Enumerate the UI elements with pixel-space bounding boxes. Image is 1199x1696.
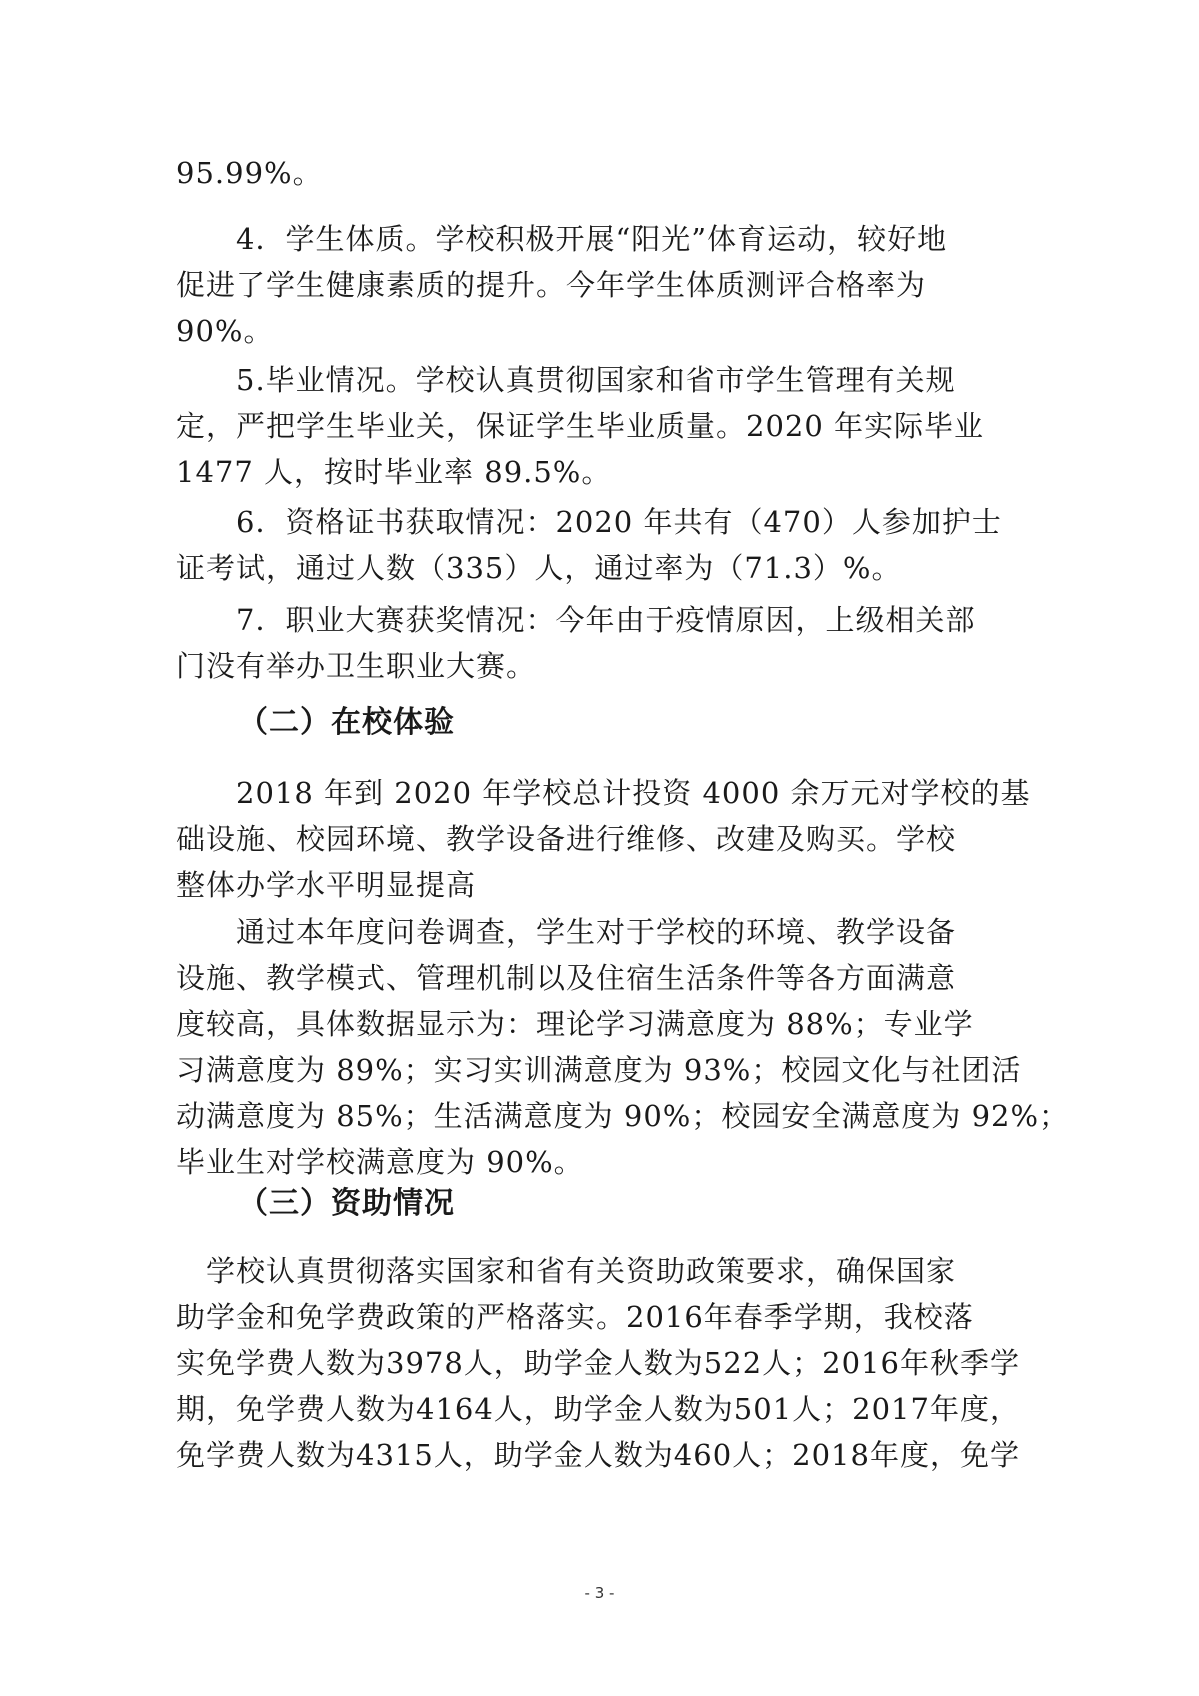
paragraph-satisfaction-survey [176,909,1070,1185]
paragraph-student-physique [176,216,1036,354]
text-line: 础设施、校园环境、教学设备进行维修、改建及购买。学校 [176,822,957,856]
text-line: 助学金和免学费政策的严格落实。2016年春季学期，我校落 [176,1300,974,1334]
section-heading-financial-aid: （三）资助情况 [238,1186,455,1221]
page-number: - 3 - [584,1584,615,1602]
text-line: 6．资格证书获取情况：2020 年共有（470）人参加护士 [176,505,1002,539]
section-heading-campus-experience: （二）在校体验 [238,705,455,740]
text-line: 动满意度为 85%；生活满意度为 90%；校园安全满意度为 92%； [176,1099,1070,1133]
text-line: 期，免学费人数为4164人，助学金人数为501人；2017年度， [176,1392,1020,1426]
text-line: 度较高，具体数据显示为：理论学习满意度为 88%；专业学 [176,1007,974,1041]
text-line: 实免学费人数为3978人，助学金人数为522人；2016年秋季学 [176,1346,1020,1380]
paragraph-competition [176,597,1036,689]
text-line: 学校认真贯彻落实国家和省有关资助政策要求，确保国家 [176,1254,957,1288]
paragraph-certificate [176,499,1036,591]
text-line: 设施、教学模式、管理机制以及住宿生活条件等各方面满意 [176,961,957,995]
text-line: 促进了学生健康素质的提升。今年学生体质测评合格率为 [176,268,927,302]
text-line: 习满意度为 89%；实习实训满意度为 93%；校园文化与社团活 [176,1053,1022,1087]
text-line: 7．职业大赛获奖情况：今年由于疫情原因，上级相关部 [176,603,976,637]
text-line: 整体办学水平明显提高 [176,868,477,902]
text-line: 门没有举办卫生职业大赛。 [176,649,537,683]
text-line: 4．学生体质。学校积极开展“阳光”体育运动，较好地 [176,222,948,256]
text-line: 证考试，通过人数（335）人，通过率为（71.3）%。 [176,551,902,585]
paragraph-financial-aid [176,1248,1036,1478]
text-line: 5.毕业情况。学校认真贯彻国家和省市学生管理有关规 [176,363,956,397]
text-line: 定，严把学生毕业关，保证学生毕业质量。2020 年实际毕业 [176,409,985,443]
text-line: 1477 人，按时毕业率 89.5%。 [176,455,612,489]
paragraph-investment [176,770,1036,908]
text-line: 90%。 [176,314,274,348]
text-line: 免学费人数为4315人，助学金人数为460人；2018年度，免学 [176,1438,1020,1472]
text-line: 毕业生对学校满意度为 90%。 [176,1145,584,1179]
text-line: 95.99%。 [176,156,323,190]
text-line: 2018 年到 2020 年学校总计投资 4000 余万元对学校的基 [176,776,1031,810]
text-line: 通过本年度问卷调查，学生对于学校的环境、教学设备 [176,915,957,949]
paragraph-continuation [176,150,1036,196]
paragraph-graduation [176,357,1036,495]
